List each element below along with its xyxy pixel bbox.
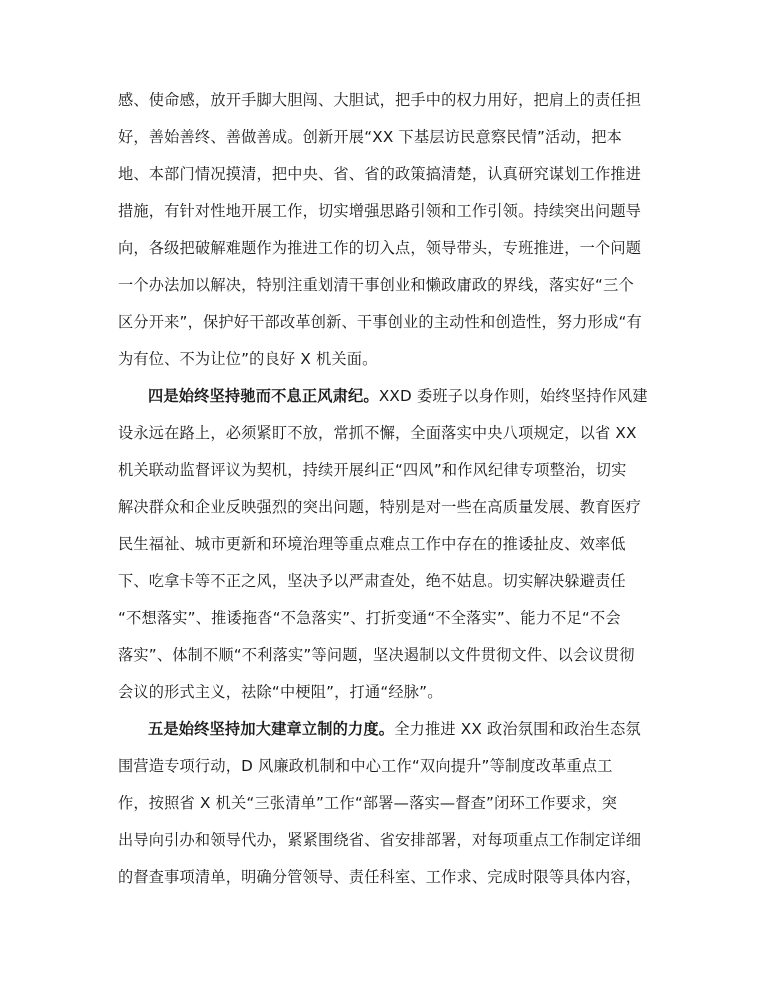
paragraph-four	[118, 378, 658, 711]
text-line: 作，按照省 X 机关“三张清单”工作“部署—落实—督查”闭环工作要求，突	[118, 794, 618, 812]
text-line: “不想落实”、推诿拖沓“不急落实”、打折变通“不全落实”、能力不足“不会	[118, 609, 621, 627]
paragraph-first-line	[118, 378, 658, 415]
paragraph-lead-text: XXD 委班子以身作则，始终坚持作风建	[378, 387, 648, 405]
text-line: 地、本部门情况摸清，把中央、省、省的政策搞清楚，认真研究谋划工作推进	[118, 165, 642, 183]
text-line: 区分开来”，保护好干部改革创新、干事创业的主动性和创造性，努力形成“有	[118, 313, 642, 331]
paragraph-five	[118, 711, 658, 896]
paragraph-lead-text: 全力推进 XX 政治氛围和政治生态氛	[394, 720, 641, 738]
text-line: 下、吃拿卡等不正之风，坚决予以严肃查处，绝不姑息。切实解决躲避责任	[118, 572, 626, 590]
text-line: 会议的形式主义，祛除“中梗阻”，打通“经脉”。	[118, 683, 443, 701]
text-line: 感、使命感，放开手脚大胆闯、大胆试，把手中的权力用好，把肩上的责任担	[118, 91, 642, 109]
paragraph-heading: 五是始终坚持加大建章立制的力度。	[148, 720, 395, 738]
paragraph-continued	[118, 82, 658, 378]
text-line: 一个办法加以解决，特别注重划清干事创业和懒政庸政的界线，落实好“三个	[118, 276, 634, 294]
text-line: 设永远在路上，必须紧盯不放，常抓不懈，全面落实中央八项规定，以省 XX	[118, 424, 637, 442]
text-line: 的督查事项清单，明确分管领导、责任科室、工作求、完成时限等具体内容，	[118, 868, 642, 886]
paragraph-heading: 四是始终坚持驰而不息正风肃纪。	[148, 387, 379, 405]
text-line: 机关联动监督评议为契机，持续开展纠正“四风”和作风纪律专项整治，切实	[118, 461, 627, 479]
document-body	[118, 82, 658, 896]
paragraph-first-line	[118, 711, 658, 748]
text-line: 民生福祉、城市更新和环境治理等重点难点工作中存在的推诿扯皮、效率低	[118, 535, 626, 553]
text-line: 措施，有针对性地开展工作，切实增强思路引领和工作引领。持续突出问题导	[118, 202, 642, 220]
text-line: 落实”、体制不顺“不利落实”等问题，坚决遏制以文件贯彻文件、以会议贯彻	[118, 646, 635, 664]
text-line: 为有位、不为让位”的良好 X 机关面。	[118, 350, 378, 368]
text-line: 围营造专项行动，D 风廉政机制和中心工作“双向提升”等制度改革重点工	[118, 757, 613, 775]
text-line: 出导向引办和领导代办，紧紧围绕省、省安排部署，对每项重点工作制定详细	[118, 831, 642, 849]
text-line: 解决群众和企业反映强烈的突出问题，特别是对一些在高质量发展、教育医疗	[118, 498, 642, 516]
text-line: 向，各级把破解难题作为推进工作的切入点，领导带头，专班推进，一个问题	[118, 239, 642, 257]
text-line: 好，善始善终、善做善成。创新开展“XX 下基层访民意察民情”活动，把本	[118, 128, 622, 146]
